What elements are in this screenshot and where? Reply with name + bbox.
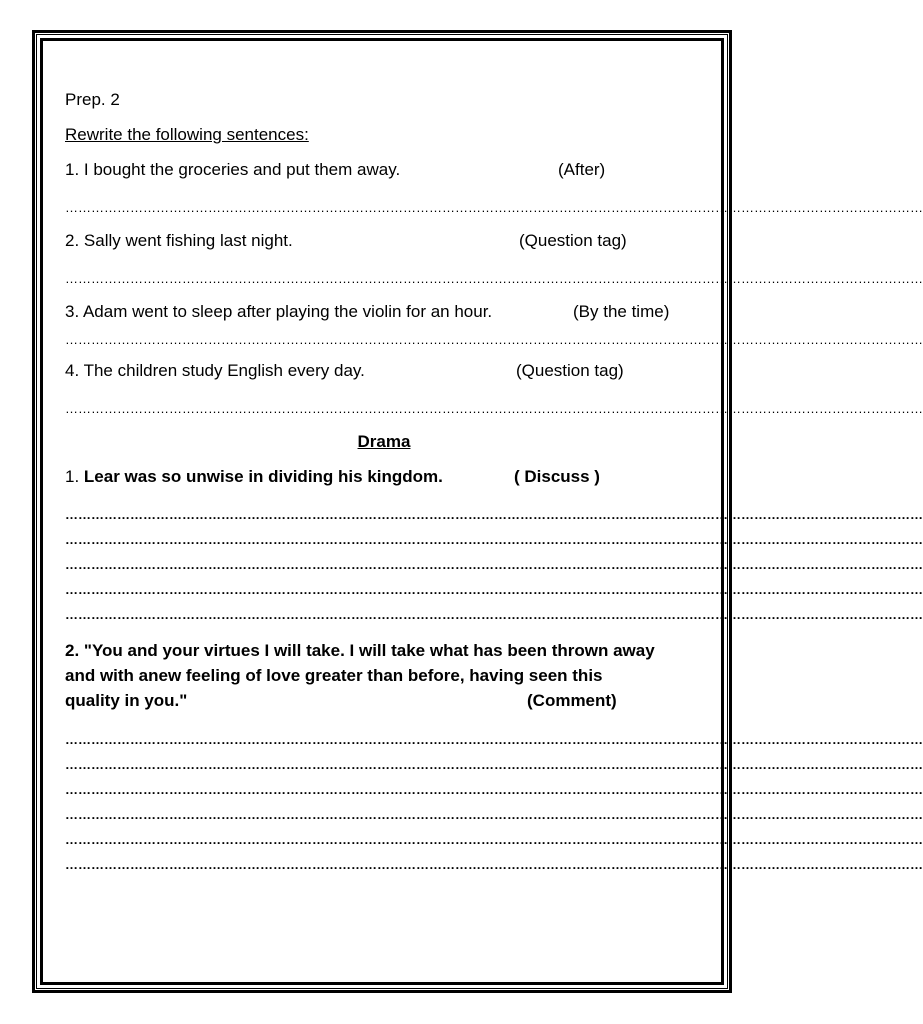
answer-line[interactable]: ……………………………………………………………………………………………………………………………………………………………………………… [65, 557, 923, 572]
drama-heading: Drama [357, 432, 411, 451]
drama-question-1-hint: ( Discuss ) [514, 467, 600, 486]
drama-question-1 [65, 467, 443, 487]
rewrite-sentence-2: 2. Sally went fishing last night. [65, 231, 293, 250]
drama-question-1-text: Lear was so unwise in dividing his kingdom. [83, 467, 443, 486]
drama-question-2-line-2: and with anew feeling of love greater than before, having seen this [65, 666, 603, 685]
answer-line[interactable]: ……………………………………………………………………………………………………………………………………………………………………………… [65, 507, 923, 522]
answer-line[interactable]: ……………………………………………………………………………………………………………………………………………………………………………… [65, 607, 923, 622]
answer-line[interactable]: ……………………………………………………………………………………………………………………………………………………………………………… [65, 332, 923, 347]
drama-question-2-line-3: quality in you." [65, 691, 188, 710]
rewrite-sentence-4: 4. The children study English every day. [65, 361, 365, 380]
answer-line[interactable]: ……………………………………………………………………………………………………………………………………………………………………………… [65, 807, 923, 822]
rewrite-hint-2: (Question tag) [519, 231, 627, 250]
rewrite-sentence-3: 3. Adam went to sleep after playing the violin for an hour. [65, 302, 493, 321]
answer-line[interactable]: ……………………………………………………………………………………………………………………………………………………………………………… [65, 271, 923, 286]
rewrite-hint-4: (Question tag) [516, 361, 624, 380]
answer-line[interactable]: ……………………………………………………………………………………………………………………………………………………………………………… [65, 832, 923, 847]
answer-line[interactable]: ……………………………………………………………………………………………………………………………………………………………………………… [65, 582, 923, 597]
rewrite-hint-3: (By the time) [573, 302, 670, 321]
rewrite-sentence-1: 1. I bought the groceries and put them away. [65, 160, 401, 179]
answer-line[interactable]: ……………………………………………………………………………………………………………………………………………………………………………… [65, 732, 923, 747]
drama-question-1-number: 1. [65, 467, 80, 486]
answer-line[interactable]: ……………………………………………………………………………………………………………………………………………………………………………… [65, 857, 923, 872]
answer-line[interactable]: ……………………………………………………………………………………………………………………………………………………………………………… [65, 532, 923, 547]
answer-line[interactable]: ……………………………………………………………………………………………………………………………………………………………………………… [65, 200, 923, 215]
class-label: Prep. 2 [65, 90, 120, 109]
rewrite-hint-1: (After) [558, 160, 606, 179]
answer-line[interactable]: ……………………………………………………………………………………………………………………………………………………………………………… [65, 782, 923, 797]
answer-line[interactable]: ……………………………………………………………………………………………………………………………………………………………………………… [65, 757, 923, 772]
drama-question-2-hint: (Comment) [527, 691, 617, 710]
answer-line[interactable]: ……………………………………………………………………………………………………………………………………………………………………………… [65, 401, 923, 416]
rewrite-heading: Rewrite the following sentences: [65, 125, 309, 144]
drama-question-2-line-1: 2. "You and your virtues I will take. I will take what has been thrown away [65, 641, 655, 660]
